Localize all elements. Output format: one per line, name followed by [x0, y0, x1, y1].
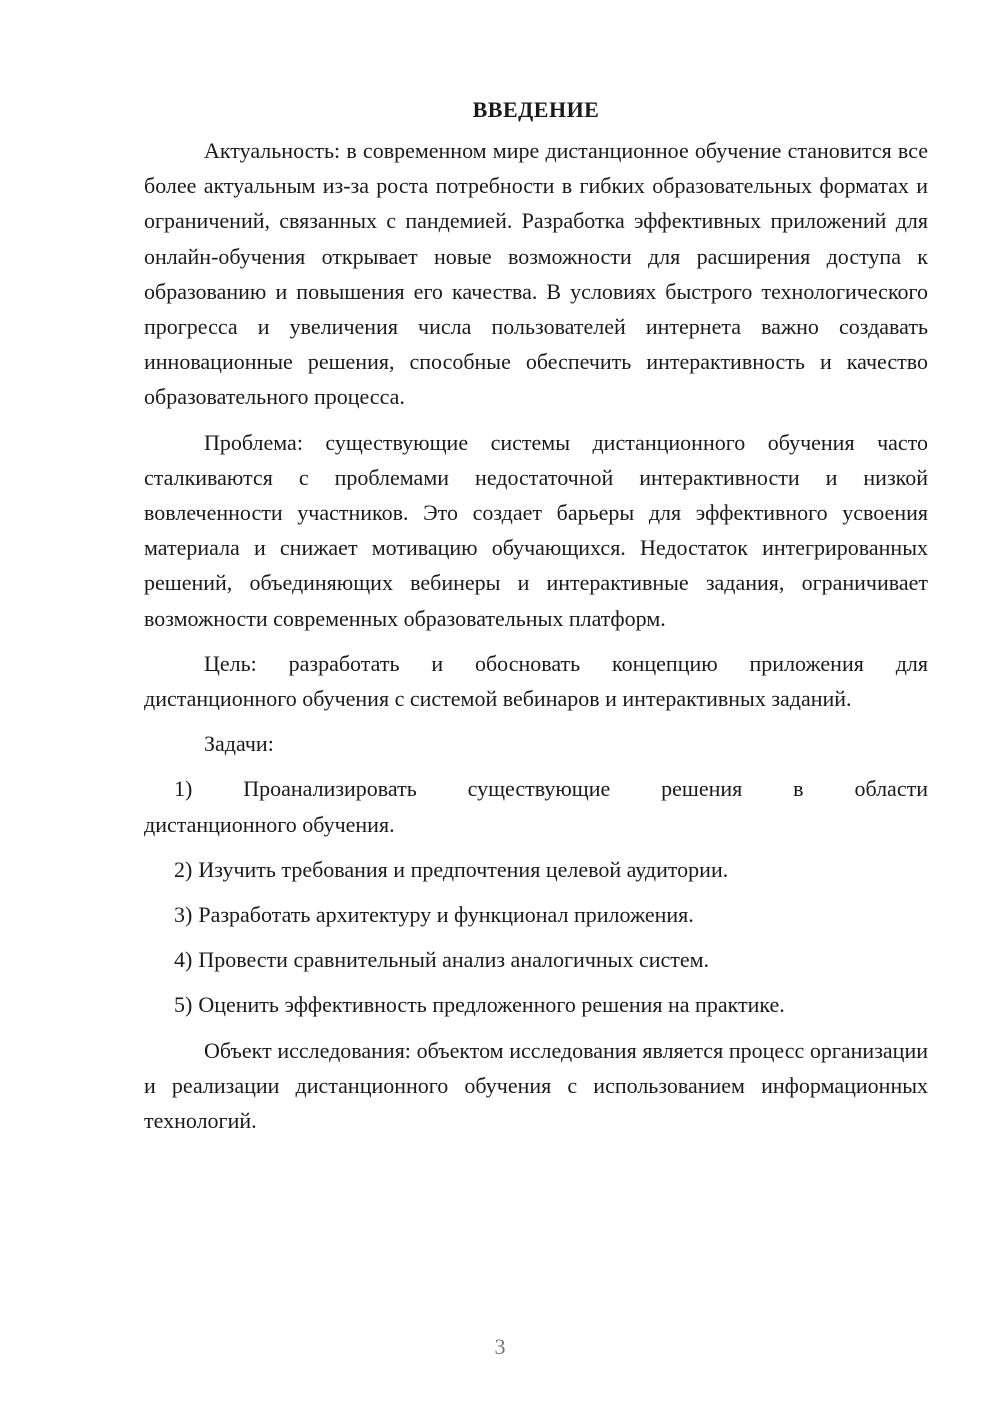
- task-list: [144, 771, 928, 1022]
- task-1-word-5: области: [854, 776, 928, 802]
- list-item: [144, 897, 928, 932]
- object-paragraph: Объект исследования: объектом исследования является процесс организации и реализации дистанционного обучения с использованием информационных технологий.: [144, 1037, 928, 1134]
- task-1-word-4: в: [793, 776, 804, 802]
- task-3-text: Разработать архитектуру и функционал приложения.: [198, 902, 694, 928]
- list-item: [144, 987, 928, 1022]
- page-number: 3: [494, 1334, 506, 1359]
- task-1-first-line: [144, 771, 928, 806]
- list-item: [144, 771, 928, 841]
- task-4-number: 4): [174, 947, 193, 973]
- list-item: [144, 852, 928, 887]
- tasks-heading: Задачи:: [204, 731, 274, 757]
- task-1-word-1: Проанализировать: [243, 776, 417, 802]
- task-4-text: Провести сравнительный анализ аналогичных систем.: [198, 947, 710, 973]
- relevance-paragraph: Актуальность: в современном мире дистанционное обучение становится все более актуальным из-за роста потребности в гибких образовательных форматах и ограничений, связанных с пандемией. Разработка эффективных приложений для онлайн-обучения открывает новые возможности для расширения доступа к образованию и повышения его качества. В условиях быстрого технологического прогресса и увеличения числа пользователей интернета важно создавать инновационные решения, способные обеспечить интерактивность и качество образовательного процесса.: [144, 138, 928, 410]
- task-2-number: 2): [174, 856, 193, 882]
- task-2-text: Изучить требования и предпочтения целевой аудитории.: [198, 856, 729, 882]
- task-5-number: 5): [174, 992, 193, 1018]
- problem-paragraph: Проблема: существующие системы дистанционного обучения часто сталкиваются с проблемами недостаточной интерактивности и низкой вовлеченности участников. Это создает барьеры для эффективного усвоения материала и снижает мотивацию обучающихся. Недостаток интегрированных решений, объединяющих вебинеры и интерактивные задания, ограничивает возможности современных образовательных платформ.: [144, 429, 928, 631]
- task-1-continuation: дистанционного обучения.: [144, 811, 395, 837]
- page-title: ВВЕДЕНИЕ: [472, 97, 600, 122]
- task-1-number: 1): [174, 776, 193, 802]
- task-3-number: 3): [174, 902, 193, 928]
- task-1-word-3: решения: [661, 776, 743, 802]
- document-page: [144, 92, 928, 1148]
- goal-paragraph: Цель: разработать и обосновать концепцию приложения для дистанционного обучения с системой вебинаров и интерактивных заданий.: [144, 650, 928, 712]
- task-5-text: Оценить эффективность предложенного решения на практике.: [198, 992, 785, 1018]
- task-1-word-2: существующие: [467, 776, 611, 802]
- list-item: [144, 942, 928, 977]
